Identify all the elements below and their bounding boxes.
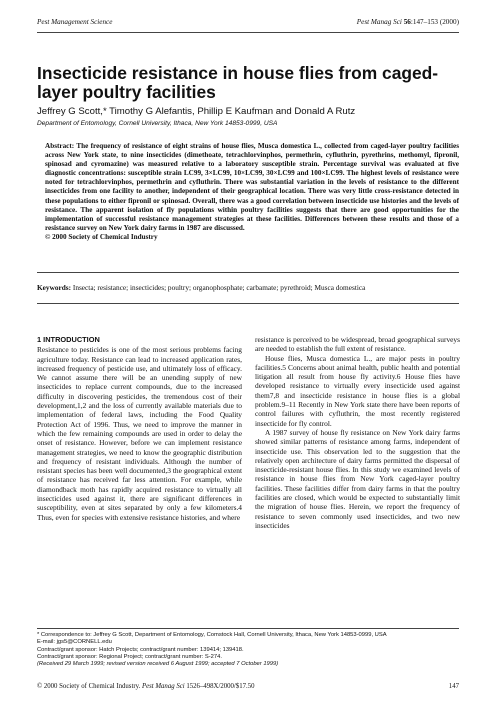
footnote-divider bbox=[37, 628, 459, 629]
page-footer bbox=[37, 683, 459, 693]
section-heading-introduction: 1 INTRODUCTION bbox=[37, 335, 100, 344]
footer-journal: Pest Manag Sci bbox=[141, 683, 185, 690]
running-head bbox=[37, 18, 459, 30]
running-head-journal-name: Pest Management Science bbox=[37, 18, 113, 26]
affiliation: Department of Entomology, Cornell University, Ithaca, New York 14853-0999, USA bbox=[37, 120, 278, 127]
footer-copyright: © 2000 Society of Chemical Industry. bbox=[37, 683, 141, 690]
article-title: Insecticide resistance in house flies from caged-layer poultry facilities bbox=[37, 63, 439, 102]
keywords-label: Keywords: bbox=[37, 283, 72, 292]
footnote-email: E-mail: jgs5@CORNELL.edu bbox=[37, 639, 112, 646]
running-head-pages: :147–153 (2000) bbox=[410, 18, 459, 26]
running-head-abbrev: Pest Manag Sci bbox=[356, 18, 402, 26]
left-column bbox=[37, 335, 242, 522]
footer-citation bbox=[37, 683, 255, 693]
footnote-correspondence: * Correspondence to: Jeffrey G Scott, Department of Entomology, Comstock Hall, Cornell University, Ithaca, New York 14853-0999, USA bbox=[37, 632, 387, 638]
right-column bbox=[255, 335, 460, 530]
intro-paragraph-2: House flies, Musca domestica L., are major pests in poultry facilities.5 Concerns about animal health, public health and potential litigation all result from house fly activity.6 House flies have developed resistance to virtually every insecticide used against them7,8 and insecticide resistance in house flies is a global problem.9–11 Recently in New York state there have been reports of control failures with cyfluthrin, the most recently registered insecticide for fly control. bbox=[255, 353, 460, 428]
header-divider bbox=[37, 32, 459, 33]
keywords-text: Insecta; resistance; insecticides; poultry; organophosphate; carbamate; pyrethroid; Musca domestica bbox=[72, 283, 366, 292]
abstract-label: Abstract: bbox=[45, 142, 75, 150]
abstract-copyright: © 2000 Society of Chemical Industry bbox=[45, 232, 158, 241]
author-list: Jeffrey G Scott,* Timothy G Alefantis, Phillip E Kaufman and Donald A Rutz bbox=[37, 106, 356, 117]
abstract-text: The frequency of resistance of eight strains of house flies, Musca domestica L., collected from caged-layer poultry facilities across New York state, to nine insecticides (dimethoate, tetrachlorvinphos, permethrin, cyfluthrin, pyrethrins, methomyl, fipronil, spinosad and cyromazine) was measured relative to a laboratory susceptible strain. Percentage survival was evaluated at five diagnostic concentrations: susceptible strain LC99, 3×LC99, 10×LC99, 30×LC99 and 100×LC99. The highest levels of resistance were noted for tetrachlorvinphos, permethrin and cyfluthrin. There was substantial variation in the levels of resistance to the different insecticides from one facility to another, independent of their geographical location. There was very little cross-resistance detected in these populations to either fipronil or spinosad. Overall, there was a good correlation between insecticide use histories and the levels of resistance. The apparent isolation of fly populations within poultry facilities suggests that there are good opportunities for the implementation of successful resistance management strategies at these facilities. Differences between these results and those of a resistance survey on New York dairy farms in 1987 are discussed. bbox=[45, 142, 459, 232]
intro-paragraph-1-continued: resistance is perceived to be widespread, broad geographical surveys are needed to establish the full extent of resistance. bbox=[255, 335, 460, 354]
footer-issn: 1526–498X/2000/$17.50 bbox=[186, 683, 255, 690]
running-head-citation bbox=[357, 18, 459, 30]
footnote-sponsor-1: Contract/grant sponsor: Hatch Projects; contract/grant number: 139414; 139418. bbox=[37, 646, 244, 653]
keywords-bottom-divider bbox=[37, 303, 459, 304]
running-head-volume: 56 bbox=[403, 18, 411, 26]
keywords-top-divider bbox=[37, 272, 459, 273]
footnote-received-dates: (Received 29 March 1999; revised version received 6 August 1999; accepted 7 October 1999) bbox=[37, 661, 279, 668]
page-number: 147 bbox=[448, 683, 459, 690]
keywords bbox=[37, 283, 467, 292]
abstract bbox=[45, 142, 459, 242]
footnotes bbox=[37, 632, 467, 668]
footnote-sponsor-2: Contract/grant sponsor: Regional Project; contract/grant number: S-274. bbox=[37, 653, 222, 660]
intro-paragraph-3: A 1987 survey of house fly resistance on New York dairy farms showed similar patterns of resistance among farms, independent of insecticide use. This observation led to the suggestion that the relatively open architecture of dairy farms permitted the dispersal of insecticide-resistant house flies. In this study we examined levels of resistance in house flies from New York caged-layer poultry facilities. These facilities differ from dairy farms in that the poultry facilities are closed, which would be expected to substantially limit the migration of house flies. Herein, we report the frequency of resistance to seven commonly used insecticides, and two new insecticides bbox=[255, 427, 460, 530]
intro-paragraph-1: Resistance to pesticides is one of the most serious problems facing agriculture today. Resistance can lead to increased application rates, increased frequency of pesticide use, and ultimately loss of efficacy. We cannot assume there will be an unending supply of new insecticides to replace current compounds, due to the increased difficulty in discovering pesticides, the tremendous cost of their development,1,2 and the loss of currently available materials due to implementation of federal laws, including the Food Quality Protection Act of 1996. Thus, we need to improve the manner in which the few remaining compounds are used in order to delay the onset of resistance. However, before we can implement resistance management strategies, we need to know the geographic distribution and frequency of resistant individuals. Although the number of resistant species has been well documented,3 the geographical extent of resistance has received far less attention. For example, while diamondback moth has rapidly acquired resistance to virtually all insecticides used against it, there are significant differences in susceptibility, even at sites separated by only a few kilometers.4 Thus, even for species with extensive resistance histories, and where bbox=[37, 345, 242, 522]
